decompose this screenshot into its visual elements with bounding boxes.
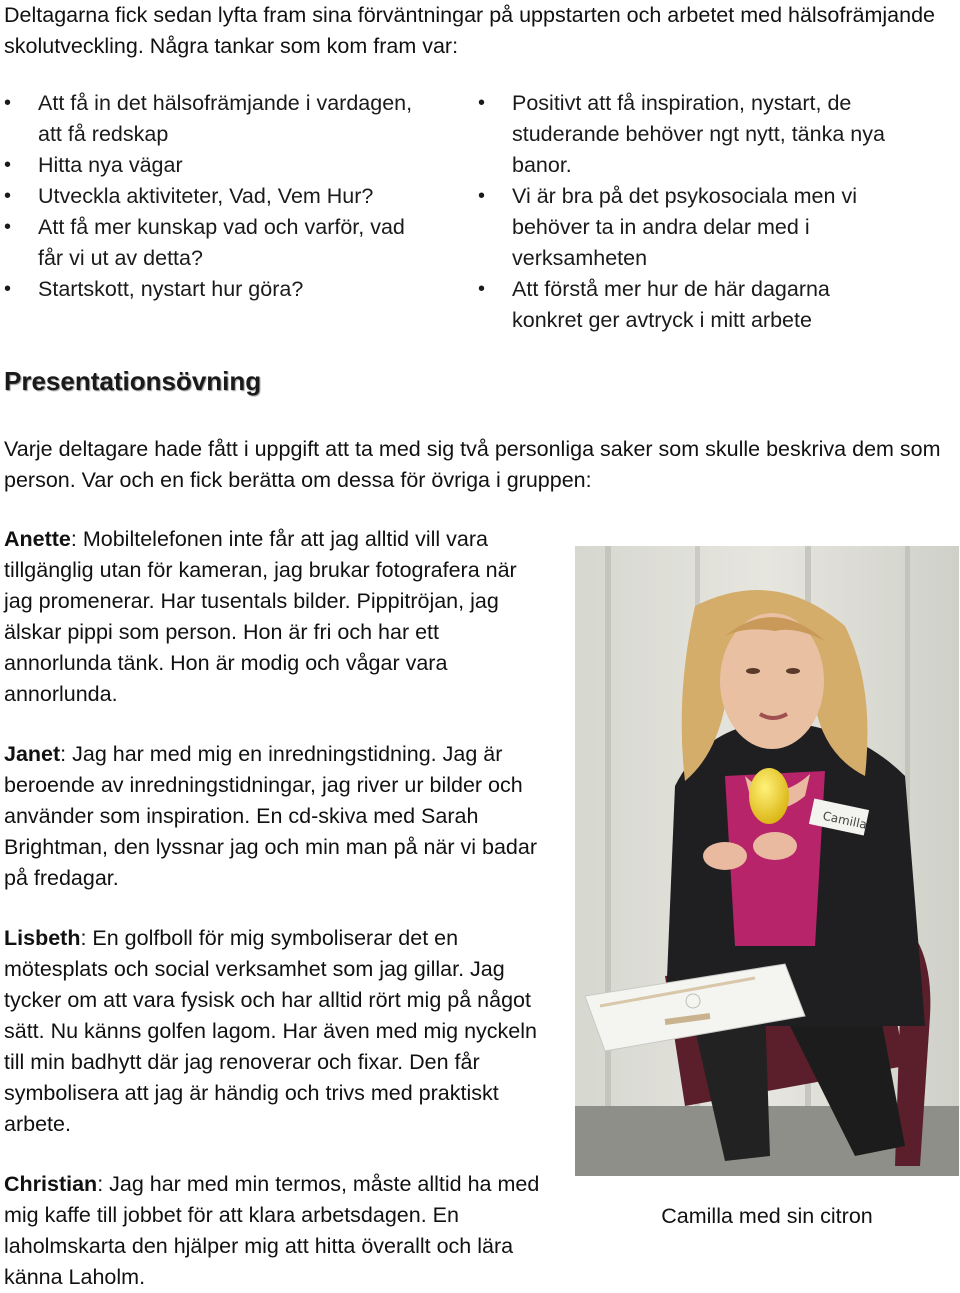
photo-camilla xyxy=(575,546,959,1176)
person-name: Lisbeth xyxy=(4,926,81,950)
person-text: : Jag har med mig en inredningstidning. Jag är beroende av inredningstidningar, jag river ur bilder och använder som inspiration. En cd-skiva med Sarah Brightman, den lyssnar jag och min man på när vi badar på fredagar. xyxy=(4,742,537,890)
list-item: • Hitta nya vägar xyxy=(4,150,424,181)
expectations-list-right xyxy=(478,88,898,336)
section-heading: Presentationsövning xyxy=(4,366,262,396)
person-entry-janet xyxy=(4,739,549,894)
expectations-list-left xyxy=(4,88,424,305)
list-item: • Att förstå mer hur de här dagarna konkret ger avtryck i mitt arbete xyxy=(478,274,898,336)
list-item: • Utveckla aktiviteter, Vad, Vem Hur? xyxy=(4,181,424,212)
list-item: • Positivt att få inspiration, nystart, de studerande behöver ngt nytt, tänka nya banor. xyxy=(478,88,898,181)
person-text: : Jag har med min termos, måste alltid ha med mig kaffe till jobbet för att klara arbetsdagen. En laholmskarta den hjälper mig att hitta överallt och lära känna Laholm. xyxy=(4,1172,540,1289)
person-entry-christian xyxy=(4,1169,549,1293)
name-tag: Camilla xyxy=(821,808,869,832)
photo-illustration xyxy=(575,546,959,1176)
list-item: • Vi är bra på det psykosociala men vi behöver ta in andra delar med i verksamheten xyxy=(478,181,898,274)
person-entry-anette xyxy=(4,524,549,710)
person-text: : Mobiltelefonen inte får att jag alltid vill vara tillgänglig utan för kameran, jag brukar fotografera när jag promenerar. Har tusentals bilder. Pippitröjan, jag älskar pippi som person. Hon är fri och har ett annorlunda tänk. Hon är modig och vågar vara annorlunda. xyxy=(4,527,517,706)
list-item: • Startskott, nystart hur göra? xyxy=(4,274,424,305)
photo-caption: Camilla med sin citron xyxy=(661,1204,873,1228)
person-name: Janet xyxy=(4,742,61,766)
section-paragraph: Varje deltagare hade fått i uppgift att ta med sig två personliga saker som skulle beskriva dem som person. Var och en fick berätta om dessa för övriga i gruppen: xyxy=(4,437,941,492)
person-text: : En golfboll för mig symboliserar det en mötesplats och social verksamhet som jag gillar. Jag tycker om att vara fysisk och har alltid rört mig på något sätt. Nu känns golfen lagom. Har även med mig nyckeln till min badhytt där jag renoverar och fixar. Den får symbolisera att jag är händig och trivs med praktiskt arbete. xyxy=(4,926,537,1136)
person-name: Christian xyxy=(4,1172,98,1196)
list-item: • Att få mer kunskap vad och varför, vad får vi ut av detta? xyxy=(4,212,424,274)
person-entry-lisbeth xyxy=(4,923,549,1140)
person-name: Anette xyxy=(4,527,71,551)
list-item: • Att få in det hälsofrämjande i vardagen, att få redskap xyxy=(4,88,424,150)
intro-text: Deltagarna fick sedan lyfta fram sina förväntningar på uppstarten och arbetet med hälsofrämjande skolutveckling. Några tankar som kom fram var: xyxy=(4,3,935,58)
